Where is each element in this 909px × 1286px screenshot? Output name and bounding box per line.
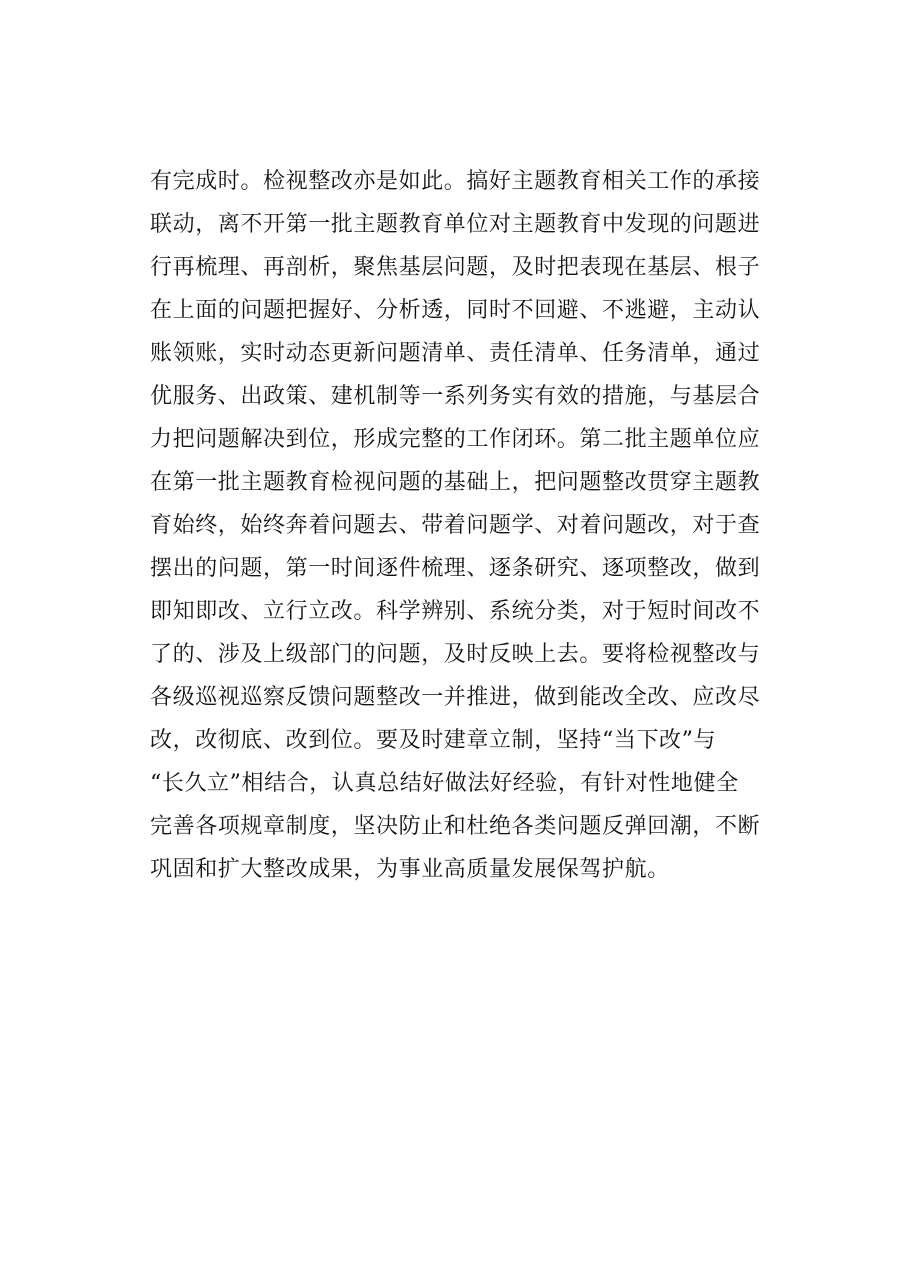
text-line-2: 联动，离不开第一批主题教育单位对主题教育中发现的问题进 xyxy=(150,212,761,237)
text-line-1: 有完成时。检视整改亦是如此。搞好主题教育相关工作的承接 xyxy=(150,169,761,194)
text-line-3: 行再梳理、再剖析，聚焦基层问题，及时把表现在基层、根子 xyxy=(150,255,761,280)
text-line-4: 在上面的问题把握好、分析透，同时不回避、不逃避，主动认 xyxy=(150,298,761,323)
text-line-16: 完善各项规章制度，坚决防止和杜绝各类问题反弹回潮，不断 xyxy=(150,814,761,839)
text-line-7: 力把问题解决到位，形成完整的工作闭环。第二批主题单位应 xyxy=(150,427,761,452)
text-line-8: 在第一批主题教育检视问题的基础上，把问题整改贯穿主题教 xyxy=(150,470,761,495)
text-line-15: “长久立”相结合，认真总结好做法好经验，有针对性地健全 xyxy=(150,771,739,796)
text-line-10: 摆出的问题，第一时间逐件梳理、逐条研究、逐项整改，做到 xyxy=(150,556,761,581)
text-line-14: 改，改彻底、改到位。要及时建章立制，坚持“当下改”与 xyxy=(150,728,717,753)
text-line-9: 育始终，始终奔着问题去、带着问题学、对着问题改，对于查 xyxy=(150,513,761,538)
text-line-5: 账领账，实时动态更新问题清单、责任清单、任务清单，通过 xyxy=(150,341,761,366)
text-line-12: 了的、涉及上级部门的问题，及时反映上去。要将检视整改与 xyxy=(150,642,761,667)
text-line-17: 巩固和扩大整改成果，为事业高质量发展保驾护航。 xyxy=(150,857,670,882)
text-line-11: 即知即改、立行立改。科学辨别、系统分类，对于短时间改不 xyxy=(150,599,761,624)
text-line-6: 优服务、出政策、建机制等一系列务实有效的措施，与基层合 xyxy=(150,384,761,409)
text-line-13: 各级巡视巡察反馈问题整改一并推进，做到能改全改、应改尽 xyxy=(150,685,761,710)
body-paragraph xyxy=(150,160,790,891)
